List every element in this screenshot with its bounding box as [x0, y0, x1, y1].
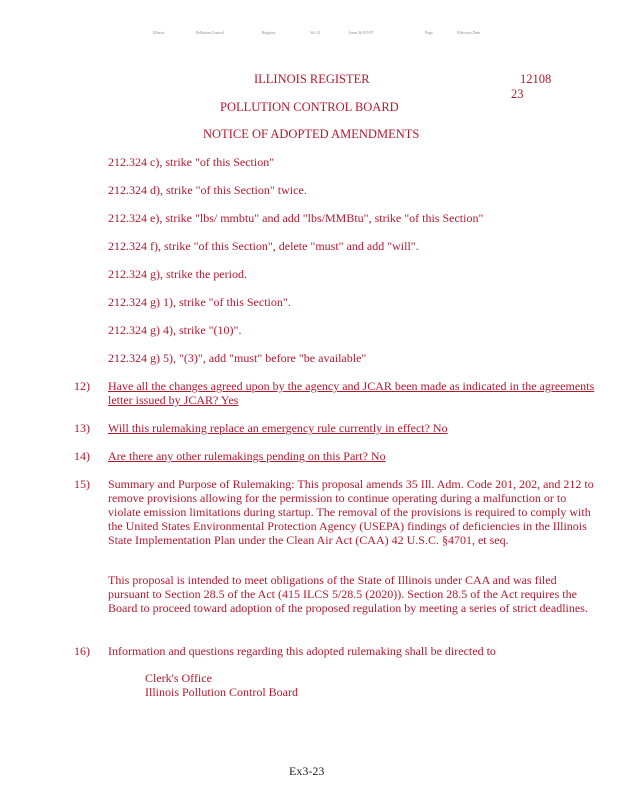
item-text: Have all the changes agreed upon by the agency and JCAR been made as indicated in the agreements letter issued by JCAR? Yes: [108, 379, 595, 407]
register-title: ILLINOIS REGISTER: [254, 72, 370, 86]
edit-line: 212.324 f), strike "of this Section", delete "must" and add "will".: [108, 239, 419, 253]
running-header-3: Register: [262, 30, 276, 35]
item-text: This proposal is intended to meet obligations of the State of Illinois under CAA and was filed pursuant to Section 28.5 of the Act (415 ILCS 5/28.5 (2020)). Section 28.5 of the Act requires the Board to proceed toward adoption of the proposed regulation by meeting a series of strict deadlines.: [108, 573, 588, 615]
page-number-a: 12108: [520, 72, 552, 86]
edit-line: 212.324 g) 4), strike "(10)".: [108, 323, 242, 337]
running-header-6: Page: [425, 30, 433, 35]
contact-line: Clerk's Office: [145, 671, 212, 685]
item-text: Summary and Purpose of Rulemaking: This proposal amends 35 Ill. Adm. Code 201, 202, and 212 to remove provisions allowing for the permission to continue operating during a malfunction or to violate emission limitations during startup. The removal of the provisions is required to comply with the United States Environmental Protection Agency (USEPA) findings of deficiencies in the Illinois State Implementation Plan under the Clean Air Act (CAA) 42 U.S.C. §4701, et seq.: [108, 477, 594, 547]
item-number: 14): [74, 449, 90, 463]
running-header-2: Pollution Control: [196, 30, 224, 35]
edit-line: 212.324 g) 5), "(3)", add "must" before "be available": [108, 351, 367, 365]
edit-line: 212.324 g) 1), strike "of this Section".: [108, 295, 291, 309]
item-text: Information and questions regarding this adopted rulemaking shall be directed to: [108, 644, 496, 658]
running-header-1: Illinois: [153, 30, 165, 35]
item-number: 16): [74, 644, 90, 658]
item-number: 13): [74, 421, 90, 435]
edit-line: 212.324 e), strike "lbs/ mmbtu" and add "lbs/MMBtu", strike "of this Section": [108, 211, 484, 225]
item-number: 12): [74, 379, 90, 393]
edit-line: 212.324 c), strike "of this Section": [108, 155, 275, 169]
board-title: POLLUTION CONTROL BOARD: [220, 100, 399, 114]
item-number: 15): [74, 477, 90, 491]
edit-line: 212.324 g), strike the period.: [108, 267, 247, 281]
running-header-5: Issue 36 9/5/97: [349, 30, 374, 35]
notice-title: NOTICE OF ADOPTED AMENDMENTS: [203, 127, 420, 141]
running-header-4: Vol 21: [310, 30, 321, 35]
item-text: Are there any other rulemakings pending on this Part? No: [108, 449, 386, 463]
contact-line: Illinois Pollution Control Board: [145, 685, 299, 699]
item-text: Will this rulemaking replace an emergency rule currently in effect? No: [108, 421, 448, 435]
edit-line: 212.324 d), strike "of this Section" twice.: [108, 183, 307, 197]
running-header-7: Effective Date: [457, 30, 481, 35]
page-footer: Ex3-23: [289, 764, 325, 778]
page-number-b: 23: [511, 87, 524, 101]
